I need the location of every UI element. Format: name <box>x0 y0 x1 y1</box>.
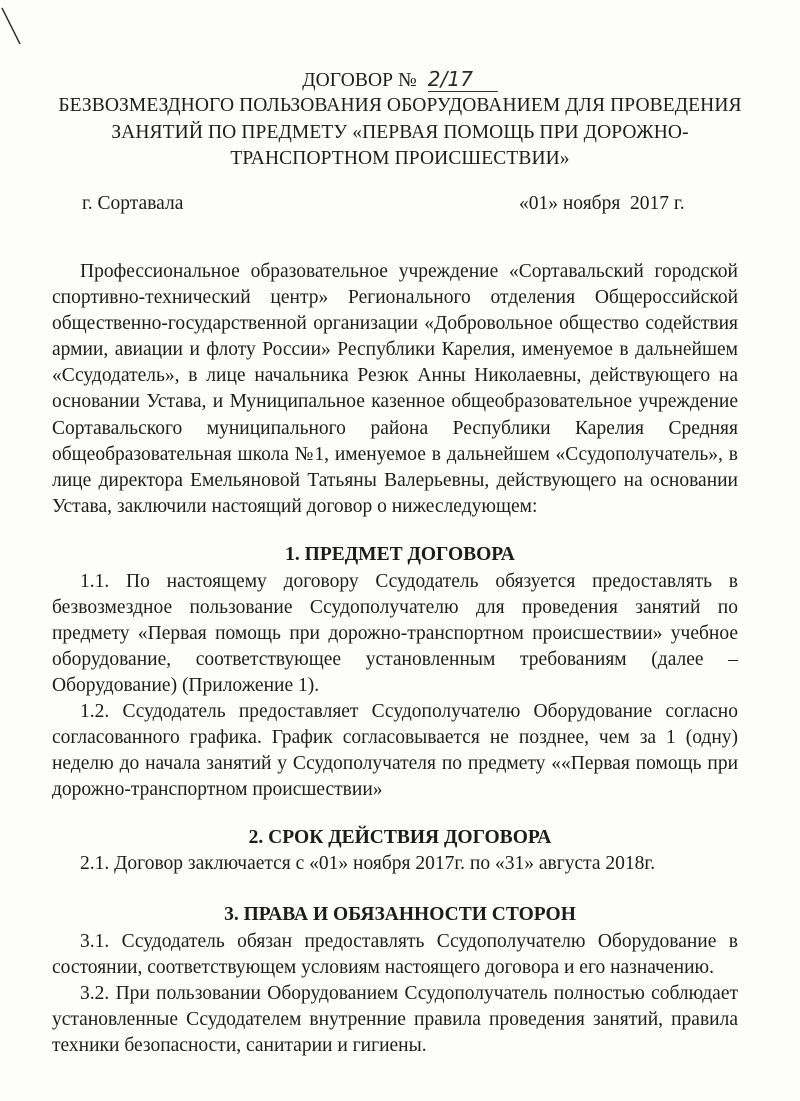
clause-3-2: 3.2. При пользовании Оборудованием Ссудополучатель полностью соблюдает установленные Ссудодателем внутренние правила проведения занятий, правила техники безопасности, санитарии и гигиены. <box>52 983 738 1057</box>
contract-subtitle-line-2: ЗАНЯТИЙ ПО ПРЕДМЕТУ «ПЕРВАЯ ПОМОЩЬ ПРИ ДОРОЖНО- <box>111 122 689 143</box>
clause-3-1: 3.1. Ссудодатель обязан предоставлять Ссудополучателю Оборудование в состоянии, соответствующем условиям настоящего договора и его назначению. <box>52 931 738 979</box>
section-3-heading: 3. ПРАВА И ОБЯЗАННОСТИ СТОРОН <box>224 904 576 925</box>
section-2-heading: 2. СРОК ДЕЙСТВИЯ ДОГОВОРА <box>248 827 552 848</box>
contract-date: «01» ноября 2017 г. <box>519 193 685 214</box>
clause-1-2: 1.2. Ссудодатель предоставляет Ссудополучателю Оборудование согласно согласованного графика. График согласовывается не позднее, чем за 1 (одну) неделю до начала занятий у Ссудополучателя по предмету ««Первая помощь при дорожно-транспортном происшествии» <box>52 701 738 801</box>
contract-title-prefix: ДОГОВОР № <box>302 70 417 91</box>
contract-title <box>0 66 800 94</box>
contract-subtitle-line-3: ТРАНСПОРТНОМ ПРОИСШЕСТВИИ» <box>230 148 570 169</box>
section-1-heading: 1. ПРЕДМЕТ ДОГОВОРА <box>285 544 515 565</box>
clause-2-1: 2.1. Договор заключается с «01» ноября 2017г. по «31» августа 2018г. <box>80 853 656 874</box>
preamble-paragraph: Профессиональное образовательное учреждение «Сортавальский городской спортивно-технический центр» Регионального отделения Общероссийской общественно-государственной организации «Добровольное общество содействия армии, авиации и флоту России» Республики Карелия, именуемое в дальнейшем «Ссудодатель», в лице начальника Резюк Анны Николаевны, действующего на основании Устава, и Муниципальное казенное общеобразовательное учреждение Сортавальского муниципального района Республики Карелия Средняя общеобразовательная школа №1, именуемое в дальнейшем «Ссудополучатель», в лице директора Емельяновой Татьяны Валерьевны, действующего на основании Устава, заключили настоящий договор о нижеследующем: <box>52 261 738 517</box>
clause-1-1: 1.1. По настоящему договору Ссудодатель обязуется предоставлять в безвозмездное пользование Ссудополучателю для проведения занятий по предмету «Первая помощь при дорожно-транспортном происшествии» учебное оборудование, соответствующее установленным требованиям (далее – Оборудование) (Приложение 1). <box>52 571 738 697</box>
contract-place: г. Сортавала <box>82 193 184 214</box>
staple-mark <box>0 0 40 50</box>
contract-number: 2/17 <box>428 66 498 93</box>
contract-subtitle-line-1: БЕЗВОЗМЕЗДНОГО ПОЛЬЗОВАНИЯ ОБОРУДОВАНИЕМ ДЛЯ ПРОВЕДЕНИЯ <box>58 95 742 116</box>
